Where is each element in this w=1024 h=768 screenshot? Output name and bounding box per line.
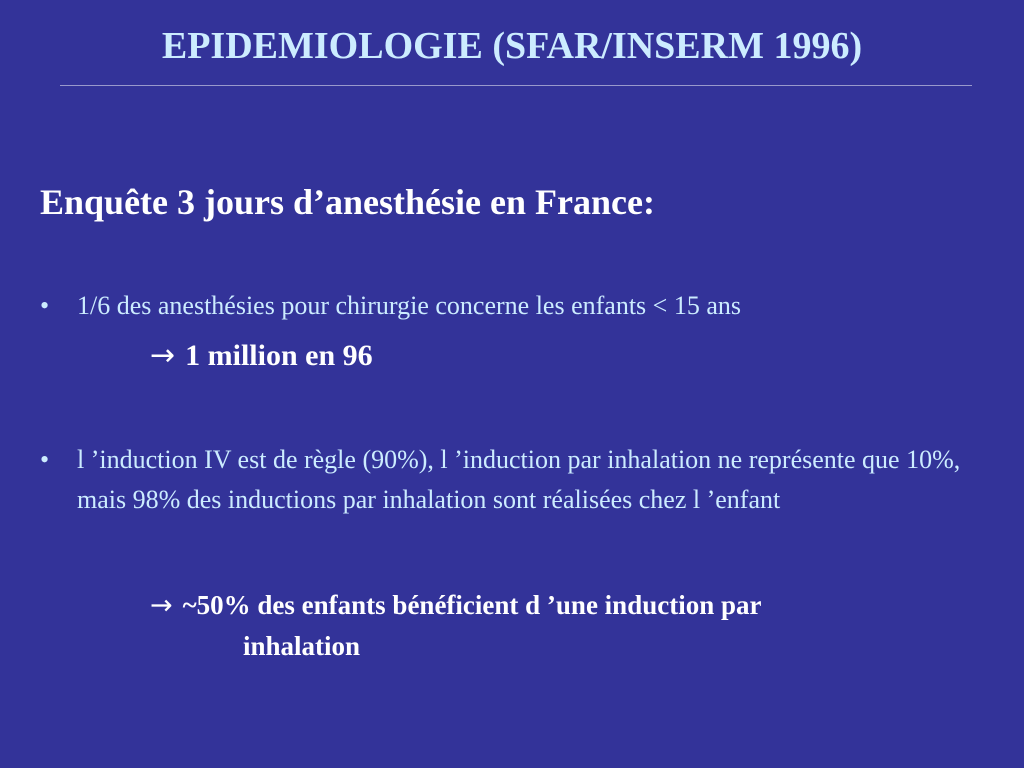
bullet-item-2: [40, 440, 980, 520]
bullet-marker: •: [40, 445, 50, 474]
title-divider: [60, 85, 972, 86]
bullet-marker: •: [40, 291, 50, 320]
slide-heading: Enquête 3 jours d’anesthésie en France:: [40, 182, 655, 222]
result-text-line-2: inhalation: [243, 631, 361, 661]
bullet-1-result: [150, 335, 373, 377]
slide-title: EPIDEMIOLOGIE (SFAR/INSERM 1996): [161, 25, 863, 67]
bullet-2-result: [150, 585, 970, 666]
result-text: 1 million en 96: [185, 339, 373, 372]
bullet-text: l ’induction IV est de règle (90%), l ’induction par inhalation ne représente que 10%, mais 98% des inductions par inhalation sont réalisées chez l ’enfant: [77, 445, 961, 514]
right-arrow-icon: →: [150, 590, 173, 621]
bullet-item-1: [40, 286, 980, 326]
right-arrow-icon: →: [150, 338, 176, 373]
bullet-text: 1/6 des anesthésies pour chirurgie concerne les enfants < 15 ans: [77, 291, 741, 320]
result-text-line-1: ~50% des enfants bénéficient d ’une induction par: [182, 590, 762, 620]
